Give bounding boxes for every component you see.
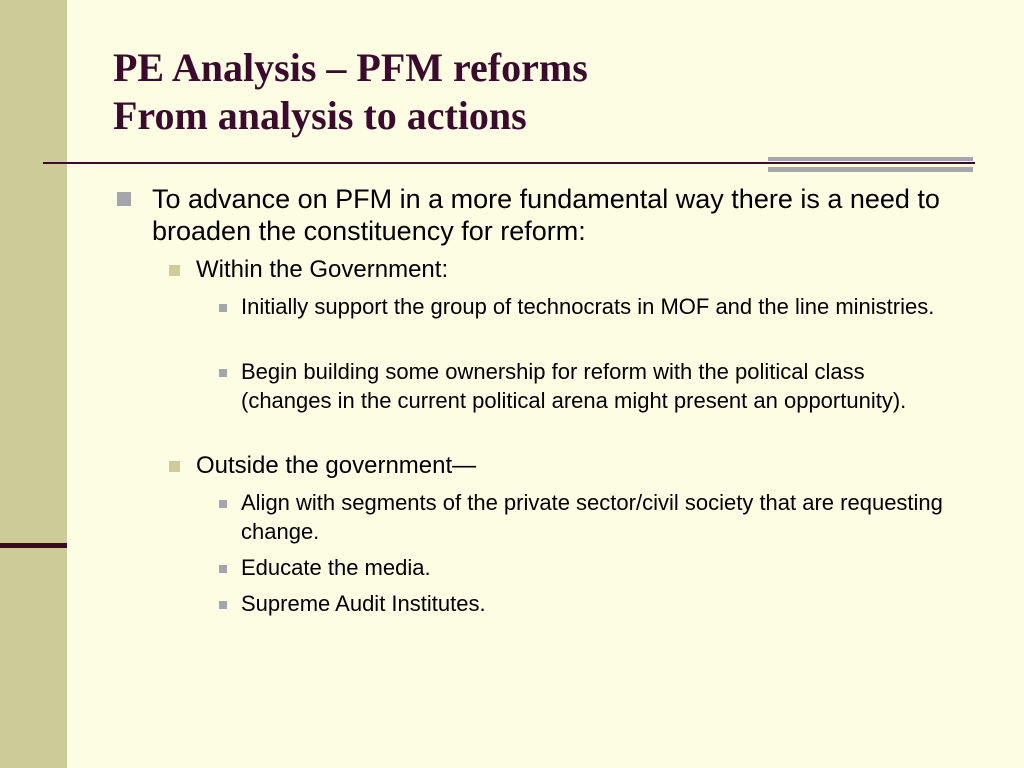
bullet-level3-icon — [219, 500, 227, 508]
bullet-level3-icon — [219, 565, 227, 573]
bullet-level2-icon — [169, 461, 180, 472]
bullet-within-item-2: Begin building some ownership for reform with the political class (changes in the current political arena might present an opportunity). — [241, 359, 907, 413]
bullet-outside-government: Outside the government— — [196, 452, 477, 479]
bullet-within-government: Within the Government: — [196, 256, 449, 283]
bullet-level3-icon — [219, 601, 227, 609]
bullet-outside-item-3: Supreme Audit Institutes. — [241, 591, 486, 616]
bullet-outside-item-1: Align with segments of the private sector/civil society that are requesting change. — [241, 490, 943, 544]
bullet-level1-icon — [117, 192, 131, 206]
bullet-level2-icon — [169, 265, 180, 276]
bullet-within-item-1: Initially support the group of technocrats in MOF and the line ministries. — [241, 294, 935, 319]
bullet-level3-icon — [219, 304, 227, 312]
title-line-1: PE Analysis – PFM reforms — [113, 45, 588, 90]
bullet-outside-item-2: Educate the media. — [241, 555, 431, 580]
bullet-point-main: To advance on PFM in a more fundamental way there is a need to broaden the constituency for reform: — [152, 184, 940, 246]
title-line-2: From analysis to actions — [113, 93, 527, 138]
bullet-level3-icon — [219, 369, 227, 377]
